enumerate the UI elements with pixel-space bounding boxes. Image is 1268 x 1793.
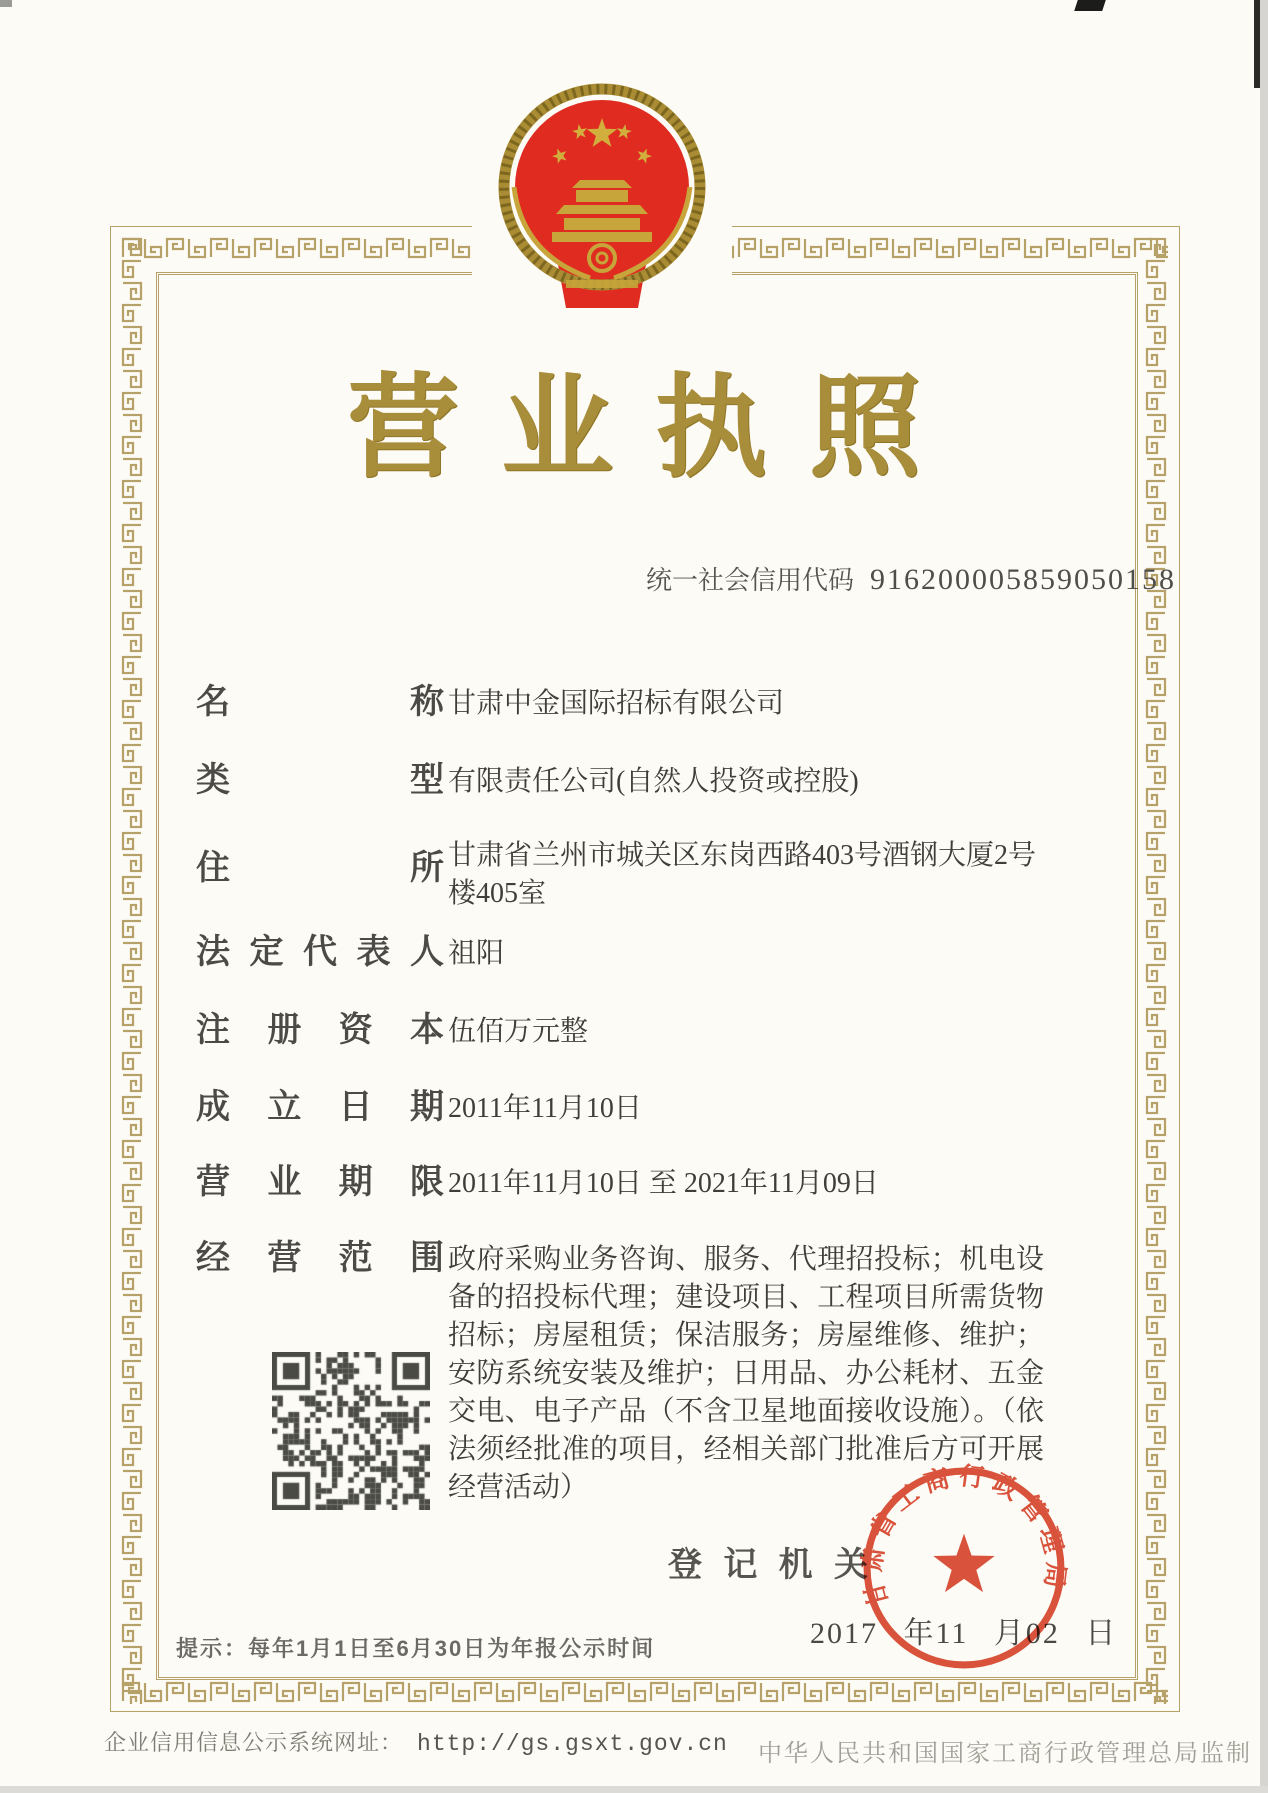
field-name bbox=[196, 680, 784, 724]
scan-artifact-top-right-mark bbox=[1074, 0, 1106, 11]
national-emblem bbox=[452, 82, 752, 312]
field-business-scope-label: 经 营 范 围 bbox=[196, 1239, 444, 1277]
publicity-system-label: 企业信用信息公示系统网址： bbox=[104, 1730, 404, 1755]
field-name-label: 名 称 bbox=[196, 683, 444, 721]
registration-authority-label: 登 记 机 关 bbox=[668, 1546, 868, 1584]
scan-artifact-right-line bbox=[1254, 0, 1260, 88]
qr-code bbox=[272, 1352, 430, 1510]
field-business-scope-value: 政府采购业务咨询、服务、代理招投标；机电设备的招投标代理；建设项目、工程项目所需货物招标；房屋租赁；保洁服务；房屋维修、维护；安防系统安装及维护；日用品、办公耗材、五金交电、电子产品（不含卫星地面接收设施）。（依法须经批准的项目，经相关部门批准后方可开展经营活动） bbox=[448, 1244, 1044, 1503]
field-registered-capital-label: 注 册 资 本 bbox=[196, 1011, 444, 1049]
official-seal bbox=[858, 1462, 1070, 1674]
scan-artifact-bottom-edge bbox=[0, 1786, 1268, 1793]
field-establishment-date-value: 2011年11月10日 bbox=[448, 1093, 642, 1124]
field-business-term-label: 营 业 期 限 bbox=[196, 1163, 444, 1201]
field-legal-representative-label: 法 定 代 表 人 bbox=[196, 933, 444, 971]
issuer-note: 中华人民共和国国家工商行政管理总局监制 bbox=[758, 1740, 1252, 1767]
scan-artifact-right-edge bbox=[1260, 0, 1268, 1793]
annual-report-notice: 提示：每年1月1日至6月30日为年报公示时间 bbox=[176, 1636, 656, 1661]
scan-artifact-top-left-mark bbox=[0, 0, 12, 7]
page-title: 营业执照 bbox=[347, 367, 963, 491]
field-legal-representative bbox=[196, 930, 504, 974]
meander-border-bottom bbox=[120, 1680, 1168, 1704]
field-type bbox=[196, 758, 859, 802]
field-establishment-date-label: 成 立 日 期 bbox=[196, 1088, 444, 1126]
field-business-term-value: 2011年11月10日 至 2021年11月09日 bbox=[448, 1168, 879, 1199]
field-address bbox=[196, 832, 1048, 913]
field-address-value: 甘肃省兰州市城关区东岗西路403号酒钢大厦2号楼405室 bbox=[448, 840, 1037, 909]
field-establishment-date bbox=[196, 1085, 642, 1129]
credit-code-value: 916200005859050158 bbox=[870, 563, 1177, 596]
field-name-value: 甘肃中金国际招标有限公司 bbox=[448, 688, 785, 719]
seal-text: 甘肃省工商行政管理局 bbox=[858, 1462, 1069, 1610]
field-registered-capital bbox=[196, 1008, 588, 1052]
field-address-label: 住 所 bbox=[196, 849, 444, 887]
credit-code-label: 统一社会信用代码 bbox=[646, 565, 855, 595]
field-legal-representative-value: 祖阳 bbox=[448, 938, 505, 969]
publicity-system-row bbox=[104, 1726, 728, 1757]
publicity-system-url: http://gs.gsxt.gov.cn bbox=[417, 1731, 728, 1757]
field-business-term bbox=[196, 1160, 879, 1204]
field-registered-capital-value: 伍佰万元整 bbox=[448, 1016, 589, 1047]
registration-date: 2017 年11 月02 日 bbox=[810, 1617, 1118, 1650]
field-type-label: 类 型 bbox=[196, 761, 444, 799]
field-type-value: 有限责任公司(自然人投资或控股) bbox=[448, 766, 859, 797]
credit-code-row bbox=[646, 560, 1176, 597]
